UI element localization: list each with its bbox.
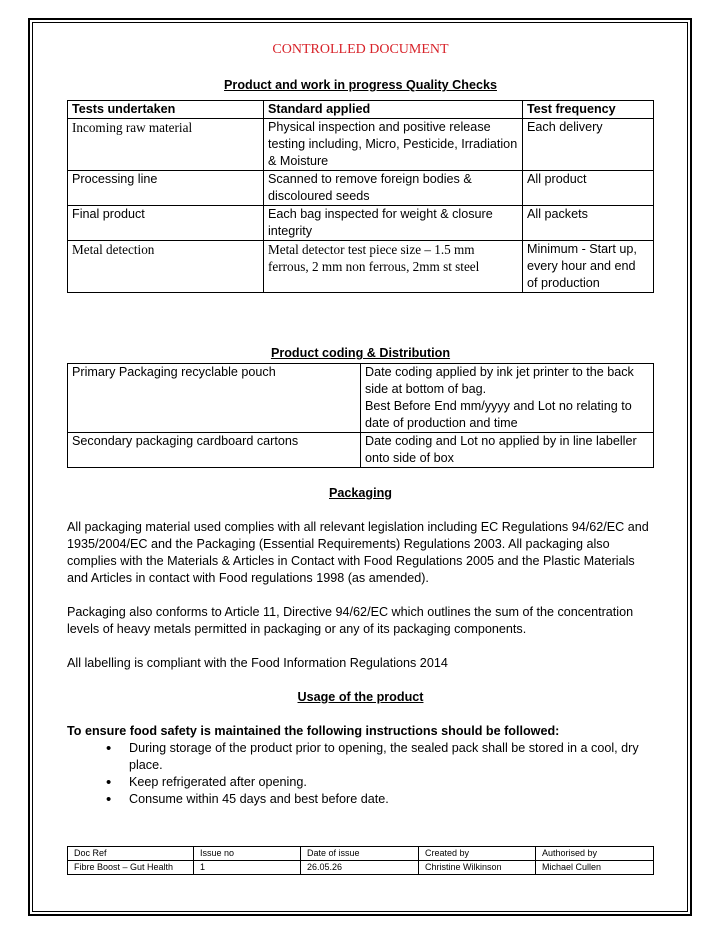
usage-list (67, 740, 654, 808)
packaging-heading: Packaging (329, 486, 392, 500)
usage-heading: Usage of the product (297, 690, 424, 704)
quality-checks-table (67, 100, 654, 293)
table-row (68, 364, 654, 433)
table-cell: Secondary packaging cardboard cartons (68, 433, 361, 468)
coding-line: Best Before End mm/yyyy and Lot no relating to date of production and time (365, 399, 632, 430)
footer-label: Date of issue (301, 847, 419, 861)
coding-line: Date coding applied by ink jet printer to the back side at bottom of bag. (365, 365, 634, 396)
table-row (68, 206, 654, 241)
table-cell: Date coding and Lot no applied by in line labeller onto side of box (361, 433, 654, 468)
coding-table (67, 363, 654, 468)
table-cell: Metal detection (68, 241, 264, 293)
table-row (68, 119, 654, 171)
list-item: • Keep refrigerated after opening. (129, 774, 654, 791)
table-cell: Physical inspection and positive release testing including, Micro, Pesticide, Irradiation & Moisture (264, 119, 523, 171)
usage-intro: To ensure food safety is maintained the following instructions should be followed: (67, 724, 560, 738)
table-cell: Each bag inspected for weight & closure integrity (264, 206, 523, 241)
table-cell: Incoming raw material (68, 119, 264, 171)
table-header-row (68, 101, 654, 119)
footer-value: 1 (194, 861, 301, 875)
table-cell: Primary Packaging recyclable pouch (68, 364, 361, 433)
footer-label: Issue no (194, 847, 301, 861)
footer-label: Doc Ref (68, 847, 194, 861)
footer-value-row (68, 861, 654, 875)
footer-label: Authorised by (536, 847, 654, 861)
table-cell: Final product (68, 206, 264, 241)
column-header: Standard applied (264, 101, 523, 119)
table-row (68, 433, 654, 468)
controlled-document-label: CONTROLLED DOCUMENT (272, 42, 449, 57)
table-cell: All product (523, 171, 654, 206)
footer-value: Fibre Boost – Gut Health (68, 861, 194, 875)
table-cell: Metal detector test piece size – 1.5 mm ferrous, 2 mm non ferrous, 2mm st steel (264, 241, 523, 293)
table-row (68, 171, 654, 206)
paragraph: Packaging also conforms to Article 11, Directive 94/62/EC which outlines the sum of the concentration levels of heavy metals permitted in packaging or any of its packaging components. (67, 605, 634, 636)
table-cell (361, 364, 654, 433)
list-item: • During storage of the product prior to opening, the sealed pack shall be stored in a cool, dry place. (129, 740, 654, 774)
paragraph: All packaging material used complies with all relevant legislation including EC Regulations 94/62/EC and 1935/2004/EC and the Packaging (Essential Requirements) Regulations 2003. All packaging also complies with the Materials & Articles in Contact with Food Regulations 2005 and the Plastic Materials and Articles in contact with Food regulations 1998 (as amended). (67, 520, 649, 585)
table-cell: Scanned to remove foreign bodies & discoloured seeds (264, 171, 523, 206)
list-item: • Consume within 45 days and best before date. (129, 791, 654, 808)
footer-label: Created by (419, 847, 536, 861)
document-body (67, 40, 654, 808)
coding-heading: Product coding & Distribution (270, 346, 451, 360)
column-header: Tests undertaken (68, 101, 264, 119)
footer-value: Michael Cullen (536, 861, 654, 875)
footer-value: 26.05.26 (301, 861, 419, 875)
footer-label-row (68, 847, 654, 861)
paragraph: All labelling is compliant with the Food Information Regulations 2014 (67, 656, 448, 670)
table-cell: All packets (523, 206, 654, 241)
document-footer (67, 846, 654, 875)
table-cell: Minimum - Start up, every hour and end of production (523, 241, 654, 293)
table-cell: Processing line (68, 171, 264, 206)
column-header: Test frequency (523, 101, 654, 119)
table-cell: Each delivery (523, 119, 654, 171)
footer-table (67, 846, 654, 875)
quality-checks-heading: Product and work in progress Quality Checks (224, 78, 497, 92)
footer-value: Christine Wilkinson (419, 861, 536, 875)
table-row (68, 241, 654, 293)
